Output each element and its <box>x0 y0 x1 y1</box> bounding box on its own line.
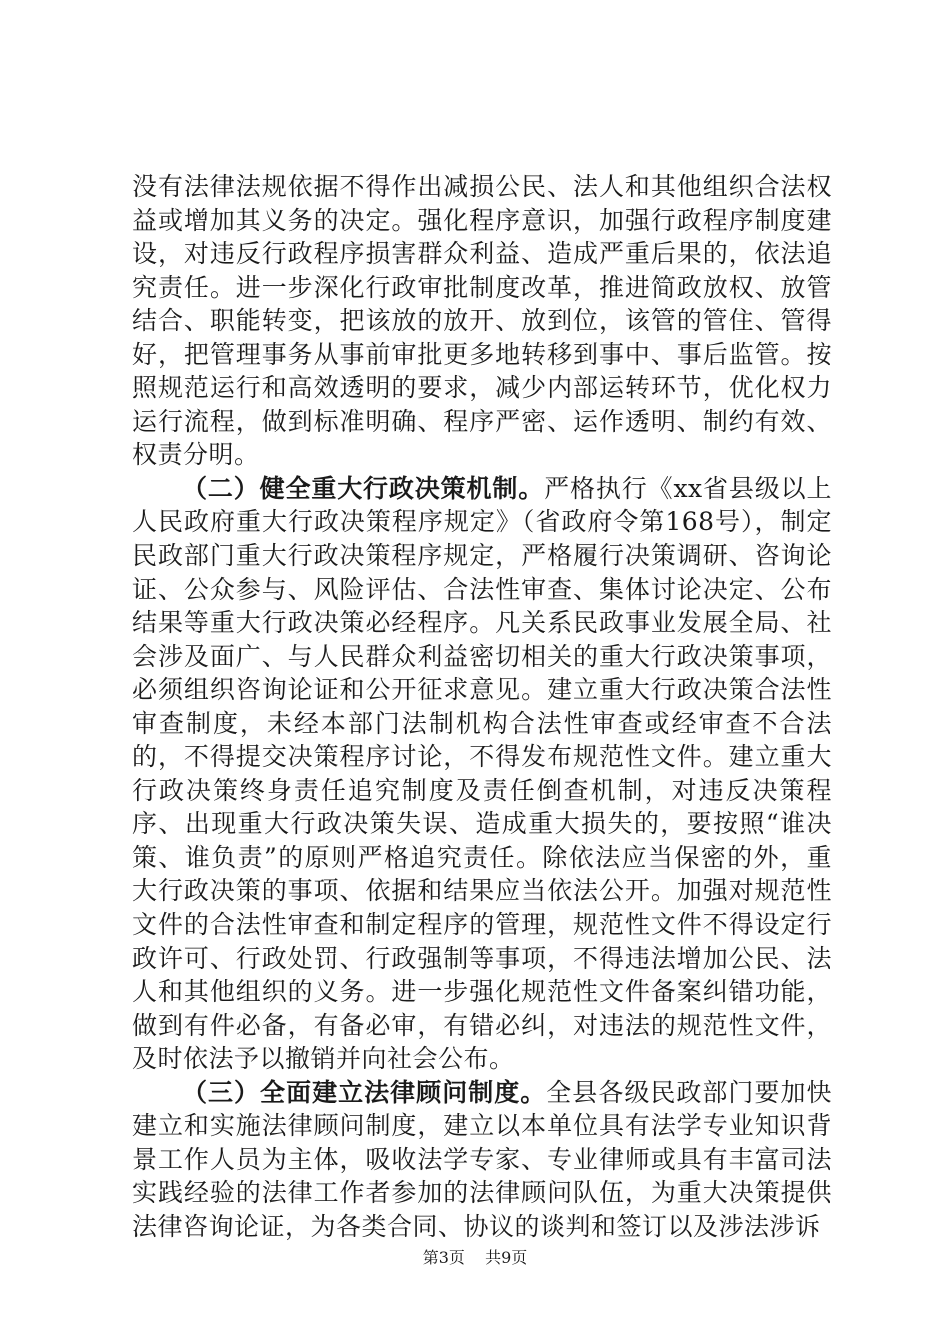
paragraph-text: 严格执行《xx省县级以上人民政府重大行政决策程序规定》（省政府令第168号），制定民政部门重大行政决策程序规定，严格履行决策调研、咨询论证、公众参与、风险评估、合法性审查、集体讨论决定、公布结果等重大行政决策必经程序。凡关系民政事业发展全局、社会涉及面广、与人民群众利益密切相关的重大行政决策事项，必须组织咨询论证和公开征求意见。建立重大行政决策合法性审查制度，未经本部门法制机构合法性审查或经审查不合法的，不得提交决策程序讨论，不得发布规范性文件。建立重大行政决策终身责任追究制度及责任倒查机制，对违反决策程序、出现重大行政决策失误、造成重大损失的，要按照“谁决策、谁负责”的原则严格追究责任。除依法应当保密的外，重大行政决策的事项、依据和结果应当依法公开。加强对规范性文件的合法性审查和制定程序的管理，规范性文件不得设定行政许可、行政处罚、行政强制等事项，不得违法增加公民、法人和其他组织的义务。进一步强化规范性文件备案纠错功能，做到有件必备，有备必审，有错必纠，对违法的规范性文件，及时依法予以撤销并向社会公布。 <box>132 473 832 1074</box>
page-total: 共9页 <box>485 1248 528 1267</box>
page-footer <box>0 1248 950 1268</box>
paragraph-text: 没有法律法规依据不得作出减损公民、法人和其他组织合法权益或增加其义务的决定。强化程序意识，加强行政程序制度建设，对违反行政程序损害群众利益、造成严重后果的，依法追究责任。进一步深化行政审批制度改革，推进简政放权、放管结合、职能转变，把该放的放开、放到位，该管的管住、管得好，把管理事务从事前审批更多地转移到事中、事后监管。按照规范运行和高效透明的要求，减少内部运转环节，优化权力运行流程，做到标准明确、程序严密、运作透明、制约有效、权责分明。 <box>132 172 832 470</box>
paragraph-decision-mechanism <box>132 472 832 1076</box>
paragraph-legal-advisor <box>132 1076 832 1244</box>
section-heading: （二）健全重大行政决策机制。 <box>182 473 545 503</box>
section-heading: （三）全面建立法律顾问制度。 <box>182 1077 547 1107</box>
paragraph-continuation <box>132 170 832 472</box>
page-number: 第3页 <box>422 1248 465 1267</box>
paragraph-text: 全县各级民政部门要加快建立和实施法律顾问制度，建立以本单位具有法学专业知识背景工作人员为主体，吸收法学专家、专业律师或具有丰富司法实践经验的法律工作者参加的法律顾问队伍，为重大决策提供法律咨询论证，为各类合同、协议的谈判和签订以及涉法涉诉 <box>132 1077 832 1241</box>
document-body <box>132 170 832 1244</box>
